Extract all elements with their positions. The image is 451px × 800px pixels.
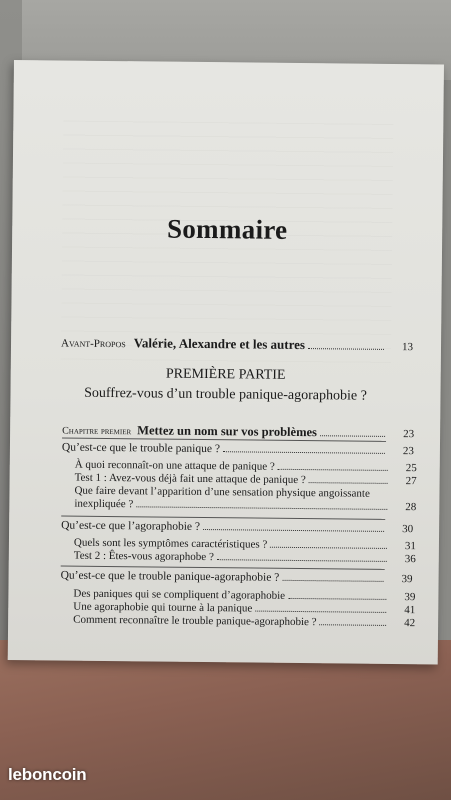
- avant-propos-label: Avant-Propos: [60, 337, 126, 351]
- toc-entry-text: Test 2 : Êtes-vous agoraphobe ?: [73, 549, 214, 564]
- leader-dots: [288, 598, 386, 600]
- toc-entry-text: Qu’est-ce que le trouble panique-agoraphobie ?: [60, 569, 280, 584]
- toc-entry-page: 39: [401, 573, 413, 586]
- avant-propos-title: Valérie, Alexandre et les autres: [133, 335, 306, 353]
- chapter-title: Mettez un nom sur vos problèmes: [137, 423, 318, 440]
- leader-dots: [255, 611, 386, 613]
- toc-entry-page: 27: [405, 475, 417, 488]
- leboncoin-watermark: leboncoin: [8, 765, 87, 784]
- chapter-label: Chapitre premier: [62, 425, 132, 438]
- toc-entry: [73, 614, 415, 630]
- toc-entry-page: 31: [404, 540, 416, 553]
- toc-entry-page: 28: [405, 501, 417, 514]
- part-title: Souffrez-vous d’un trouble panique-agoraphobie ?: [84, 385, 367, 404]
- leader-dots: [308, 348, 384, 350]
- leader-dots: [282, 580, 383, 582]
- toc-entry-text: Test 1 : Avez-vous déjà fait une attaque de panique ?: [74, 471, 306, 487]
- toc-entry-text: Qu’est-ce que le trouble panique ?: [61, 441, 221, 456]
- book-page: [8, 60, 444, 664]
- toc-entry-text: Une agoraphobie qui tourne à la panique: [73, 600, 253, 615]
- toc-entry-page: 41: [404, 604, 416, 617]
- toc-entry-text-cont: inexpliquée ?: [74, 497, 134, 511]
- avant-propos-page: 13: [401, 341, 414, 354]
- leader-dots: [136, 506, 387, 510]
- toc-entry-text: Comment reconnaître le trouble panique-agoraphobie ?: [73, 613, 317, 629]
- part-label: PREMIÈRE PARTIE: [165, 366, 286, 383]
- toc-entry: [61, 570, 413, 586]
- leader-dots: [203, 529, 384, 532]
- leader-dots: [309, 482, 388, 484]
- toc-entry: [62, 442, 414, 458]
- leader-dots: [278, 469, 388, 471]
- page-title: Sommaire: [166, 213, 288, 245]
- leader-dots: [223, 451, 385, 454]
- toc-entry-text: Que faire devant l’apparition d’une sensation physique angoissante: [74, 484, 370, 500]
- toc-entry-page: 39: [404, 591, 416, 604]
- leader-dots: [217, 559, 387, 562]
- toc-entry-text: Des paniques qui se compliquent d’agoraphobie: [73, 587, 286, 602]
- toc-avant-propos: [61, 335, 413, 355]
- chapter-page: 23: [403, 428, 415, 441]
- toc-entry-text: Qu’est-ce que l’agoraphobie ?: [61, 519, 201, 533]
- toc-entry-page: 25: [405, 462, 417, 475]
- toc-entry: [74, 550, 416, 566]
- toc-entry-page: 36: [404, 553, 416, 566]
- leader-dots: [320, 624, 387, 626]
- toc-entry: [61, 520, 413, 536]
- toc-entry-text: Quels sont les symptômes caractéristiques ?: [73, 536, 268, 551]
- toc-entry-page: 42: [404, 617, 416, 630]
- toc-entry-page: 30: [402, 523, 414, 536]
- leader-dots: [270, 547, 387, 549]
- toc-entry-text: À quoi reconnaît-on une attaque de panique ?: [74, 458, 275, 473]
- toc-entry: [74, 485, 416, 515]
- leader-dots: [320, 435, 385, 437]
- toc-entry-page: 23: [402, 445, 414, 458]
